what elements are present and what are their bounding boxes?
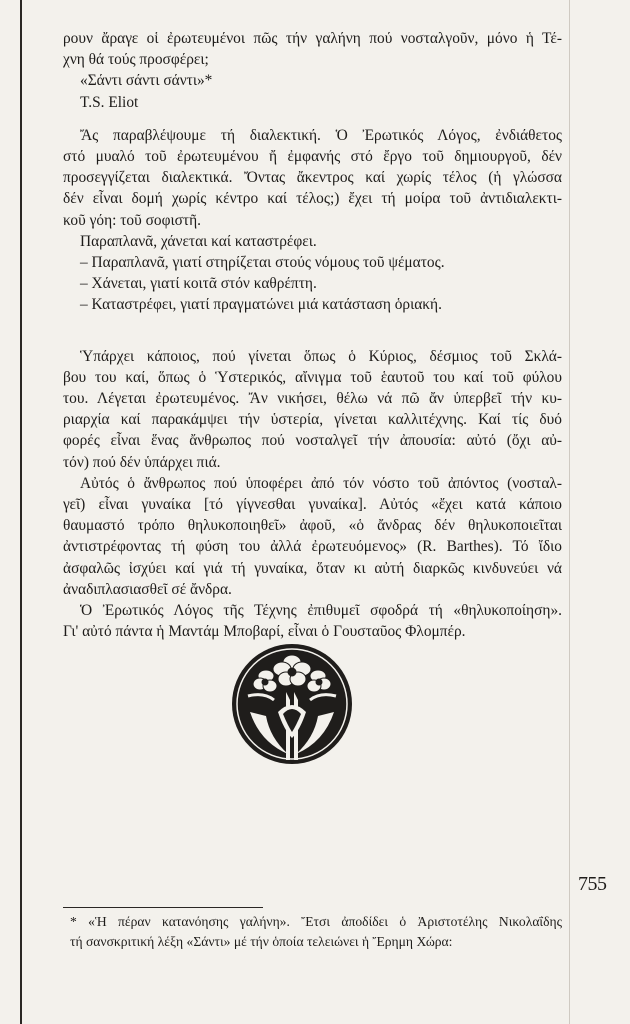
text-line: κοῦ γόη: τοῦ σοφιστῆ. — [63, 211, 201, 229]
text-line: φορές εἶναι ἕνας ἄνθρωπος πού νοσταλγεῖ τήν ἀπουσία: αὐτό (ὄχι αὐ- — [63, 432, 562, 450]
epigraph-author: T.S. Eliot — [80, 93, 139, 111]
body-text — [63, 28, 562, 642]
text-line: Γι' αὐτό πάντα ἡ Μαντάμ Μποβαρί, εἶναι ὁ Γουσταῦος Φλομπέρ. — [63, 623, 466, 641]
list-item: – Παραπλανᾶ, γιατί στηρίζεται στούς νόμους τοῦ ψέματος. — [80, 254, 445, 272]
text-line: ριαρχία καί παρακάμψει τήν ὑστερία, γίνεται καλλιτέχνης. Καί τίς δυό — [63, 411, 562, 429]
text-line: ἀναδιπλασιασθεῖ σέ ἄνδρα. — [63, 580, 232, 598]
footnote-margin-rule — [20, 905, 22, 965]
list-item: – Χάνεται, γιατί κοιτᾶ στόν καθρέπτη. — [80, 275, 317, 293]
text-line: γεῖ) εἶναι γυναίκα [τό γίγνεσθαι γυναίκα]. Αὐτός «ἔχει κατά κάποιο — [63, 496, 562, 514]
art-nouveau-emblem — [230, 642, 354, 766]
footnote-line: τή σανσκριτική λέξη «Σάντι» μέ τήν ὁποία τελειώνει ἡ Ἔρημη Χώρα: — [70, 934, 453, 949]
text-line: Αὐτός ὁ ἄνθρωπος πού ὑποφέρει ἀπό τόν νόστο τοῦ ἀπόντος (νοσταλ- — [80, 474, 562, 492]
text-line: ἀντιστρέφοντας τή φύση του ἀλλά ἐρωτευόμενος» (R. Barthes). Τό ἴδιο — [63, 538, 562, 556]
text-line: Ἄς παραβλέψουμε τή διαλεκτική. Ὁ Ἐρωτικός Λόγος, ἐνδιάθετος — [80, 126, 562, 144]
text-line: Ὑπάρχει κάποιος, πού γίνεται ὅπως ὁ Κύριος, δέσμιος τοῦ Σκλά- — [80, 347, 562, 365]
footnote — [40, 912, 562, 952]
text-line: τόν) πού δέν ὑπάρχει πιά. — [63, 453, 221, 471]
footnote-rule — [63, 907, 263, 908]
text-line: στό μυαλό τοῦ ἐρωτευμένου ἤ ἐμφανής στό ἔργο τοῦ δημιουργοῦ, δέν — [63, 148, 562, 166]
text-line: Παραπλανᾶ, χάνεται καί καταστρέφει. — [80, 232, 317, 250]
text-line: Ὁ Ἐρωτικός Λόγος τῆς Τέχνης ἐπιθυμεῖ σφοδρά τή «θηλυκοποίηση». — [80, 602, 562, 620]
list-item: – Καταστρέφει, γιατί πραγματώνει μιά κατάσταση ὁριακή. — [80, 296, 442, 314]
text-line: προσεγγίζεται διαλεκτικά. Ὄντας ἄκεντρος καί χωρίς τέλος (ἡ γλώσσα — [63, 169, 562, 187]
text-line: θαυμαστό τρόπο θηλυκοποιηθεῖ» ἀφοῦ, «ὁ ἄνδρας δέν θηλυκοποιεῖται — [63, 517, 562, 535]
footnote-line: * «Ἡ πέραν κατανόησης γαλήνη». Ἔτσι ἀποδίδει ὁ Ἀριστοτέλης Νικολαΐδης — [70, 914, 562, 929]
text-line: δέν εἶναι δομή χωρίς κέντρο καί τέλος;) ἔχει τή μοίρα τοῦ ἀντιδιαλεκτι- — [63, 190, 562, 208]
text-line: χνη θά τούς προσφέρει; — [63, 51, 209, 69]
epigraph-quote: «Σάντι σάντι σάντι»* — [80, 72, 213, 90]
text-line: ρουν ἄραγε οἱ ἐρωτευμένοι πῶς τήν γαλήνη πού νοσταλγοῦν, μόνο ἡ Τέ- — [63, 30, 562, 47]
right-margin-rule — [569, 0, 570, 1024]
text-line: βου του καί, ὅπως ὁ Ὑστερικός, αἴνιγμα τοῦ ἑαυτοῦ του καί τοῦ φύλου — [63, 368, 562, 386]
text-line: ἀσφαλῶς ἰσχύει καί γιά τή γυναίκα, ὅταν κι αὐτή διαρκῶς κινδυνεύει νά — [63, 559, 562, 577]
left-margin-rule — [20, 0, 22, 1024]
text-line: του. Λέγεται ἐρωτευμένος. Ἄν νικήσει, θέλω νά πῶ ἄν ὑπερβεῖ τήν κυ- — [63, 390, 562, 408]
page-number: 755 — [578, 873, 607, 895]
